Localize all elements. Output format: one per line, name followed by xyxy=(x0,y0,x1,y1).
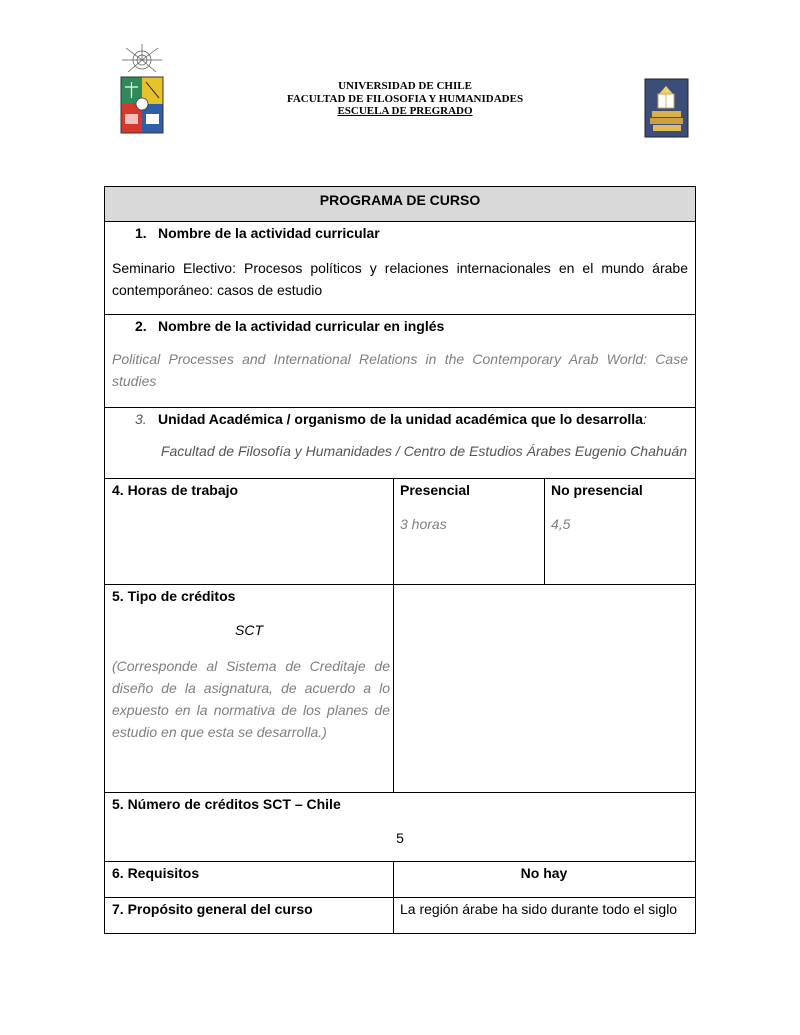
section-7-label: 7. Propósito general del curso xyxy=(112,901,313,917)
document-header xyxy=(230,80,580,118)
section-1-title: Nombre de la actividad curricular xyxy=(158,225,380,241)
section-1-value: Seminario Electivo: Procesos políticos y relaciones internacionales en el mundo árabe contemporáneo: casos de estudio xyxy=(112,260,688,298)
section-4-label: 4. Horas de trabajo xyxy=(112,482,239,498)
section-2-title: Nombre de la actividad curricular en inglés xyxy=(158,318,445,334)
section-6-row xyxy=(104,861,696,898)
header-school: ESCUELA DE PREGRADO xyxy=(337,105,473,117)
section-4-row xyxy=(104,478,696,585)
no-presencial-label: No presencial xyxy=(551,482,643,498)
section-4-divider-2 xyxy=(544,479,545,585)
program-title: PROGRAMA DE CURSO xyxy=(319,192,481,208)
requisites-value: No hay xyxy=(520,865,568,881)
section-6-label: 6. Requisitos xyxy=(112,865,200,881)
universidad-de-chile-logo xyxy=(116,42,168,136)
section-7-divider xyxy=(393,898,394,933)
section-1-row xyxy=(104,221,696,315)
header-university: UNIVERSIDAD DE CHILE xyxy=(338,80,472,92)
section-2-number: 2. xyxy=(135,318,147,334)
section-5-row xyxy=(104,584,696,793)
section-1-number: 1. xyxy=(135,225,147,241)
program-title-row xyxy=(104,186,696,222)
credit-type-note: (Corresponde al Sistema de Creditaje de diseño de la asignatura, de acuerdo a lo expuesto en la normativa de los planes de estudio en que esta se desarrolla.) xyxy=(112,658,390,740)
credit-type-value: SCT xyxy=(235,622,263,638)
faculty-emblem-logo xyxy=(644,78,689,138)
section-3-title-wrap xyxy=(158,411,647,427)
sct-credits-value: 5 xyxy=(396,830,404,846)
section-5-label: 5. Tipo de créditos xyxy=(112,588,236,604)
presencial-value: 3 horas xyxy=(400,516,447,532)
section-4-divider-1 xyxy=(393,479,394,585)
no-presencial-value: 4,5 xyxy=(551,516,571,532)
purpose-value: La región árabe ha sido durante todo el siglo xyxy=(400,901,678,917)
section-5b-label: 5. Número de créditos SCT – Chile xyxy=(112,796,341,812)
section-2-value: Political Processes and International Relations in the Contemporary Arab World: Case studies xyxy=(112,351,688,389)
section-3-number: 3. xyxy=(135,411,147,427)
section-3-title: Unidad Académica / organismo de la unidad académica que lo desarrolla xyxy=(158,411,643,427)
section-3-row xyxy=(104,407,696,479)
section-5b-row xyxy=(104,792,696,862)
header-faculty: FACULTAD DE FILOSOFIA Y HUMANIDADES xyxy=(286,92,524,105)
section-5-divider xyxy=(393,585,394,793)
section-2-row xyxy=(104,314,696,408)
section-3-value: Facultad de Filosofía y Humanidades / Centro de Estudios Árabes Eugenio Chahuán xyxy=(160,443,687,459)
section-3-colon: : xyxy=(642,411,647,427)
section-7-row xyxy=(104,897,696,934)
presencial-label: Presencial xyxy=(400,482,471,498)
